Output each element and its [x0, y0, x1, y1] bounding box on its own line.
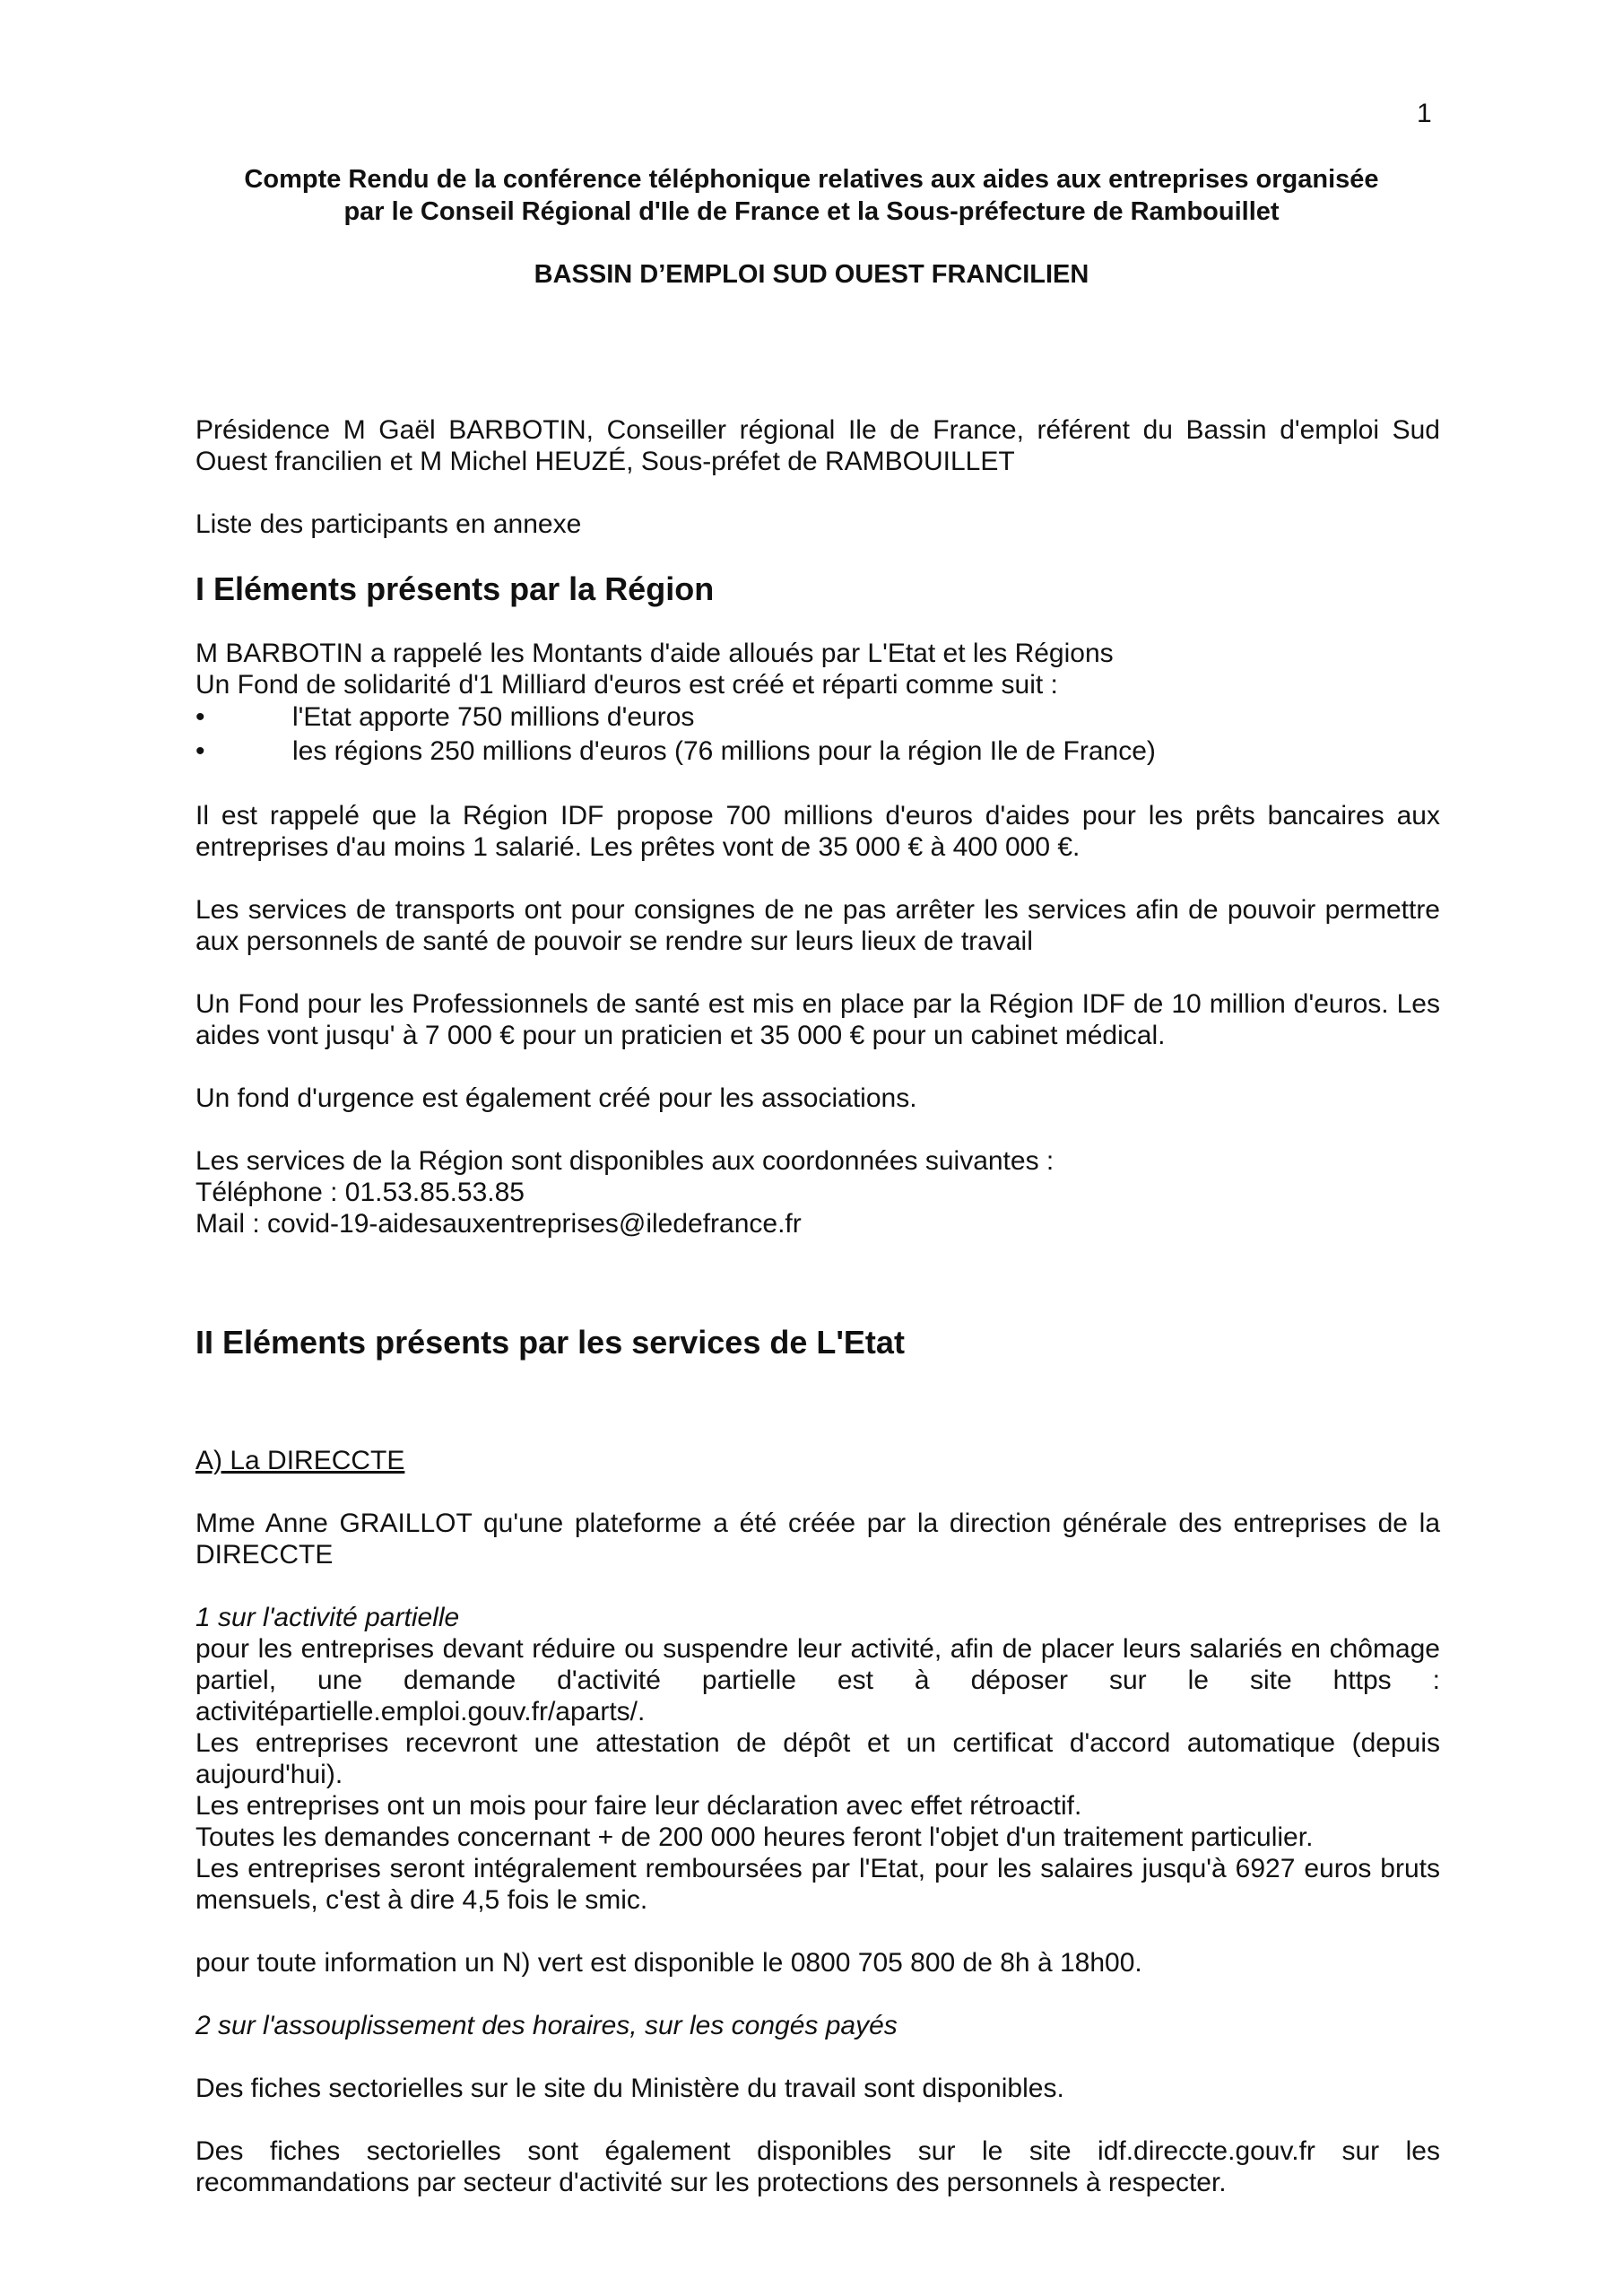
associations-paragraph: Un fond d'urgence est également créé pour les associations.	[195, 1083, 917, 1113]
bullet-marker: •	[195, 736, 205, 766]
contact-phone: Téléphone : 01.53.85.53.85	[195, 1178, 525, 1207]
bullet-marker: •	[195, 702, 205, 732]
item-1-title: 1 sur l'activité partielle	[195, 1603, 460, 1632]
title-line-2: par le Conseil Régional d'Ile de France et la Sous-préfecture de Rambouillet	[343, 197, 1280, 226]
list-item	[195, 700, 1440, 735]
item-1-line-4: Toutes les demandes concernant + de 200 000 heures feront l'objet d'un traitement particulier.	[195, 1822, 1314, 1852]
list-item	[195, 735, 1440, 769]
bullet-text: l'Etat apporte 750 millions d'euros	[292, 702, 695, 732]
document-subtitle: BASSIN D’EMPLOI SUD OUEST FRANCILIEN	[534, 260, 1089, 289]
platform-paragraph: Mme Anne GRAILLOT qu'une plateforme a été créée par la direction générale des entreprises de la DIRECCTE	[195, 1509, 1440, 1570]
health-fund-paragraph: Un Fond pour les Professionnels de santé est mis en place par la Région IDF de 10 million d'euros. Les aides vont jusqu' à 7 000 € pour un praticien et 35 000 € pour un cabinet médical.	[195, 989, 1440, 1050]
item-1-line-5: Les entreprises seront intégralement remboursées par l'Etat, pour les salaires jusqu'à 6927 euros bruts mensuels, c'est à dire 4,5 fois le smic.	[195, 1854, 1440, 1915]
presidence-paragraph: Présidence M Gaël BARBOTIN, Conseiller régional Ile de France, référent du Bassin d'emploi Sud Ouest francilien et M Michel HEUZÉ, Sous-préfet de RAMBOUILLET	[195, 415, 1440, 476]
subsection-a-heading: A) La DIRECCTE	[195, 1446, 405, 1475]
fiches-paragraph-1: Des fiches sectorielles sur le site du Ministère du travail sont disponibles.	[195, 2074, 1064, 2103]
title-line-1: Compte Rendu de la conférence téléphonique relatives aux aides aux entreprises organisée	[244, 165, 1379, 194]
contact-mail: Mail : covid-19-aidesauxentreprises@iledefrance.fr	[195, 1209, 802, 1239]
section-1-heading: I Eléments présents par la Région	[195, 570, 715, 607]
item-1-line-2: Les entreprises recevront une attestation de dépôt et un certificat d'accord automatique (depuis aujourd'hui).	[195, 1728, 1440, 1789]
transport-paragraph: Les services de transports ont pour consignes de ne pas arrêter les services afin de pouvoir permettre aux personnels de santé de pouvoir se rendre sur leurs lieux de travail	[195, 895, 1440, 956]
section-2-heading: II Eléments présents par les services de L'Etat	[195, 1324, 905, 1361]
participants-paragraph: Liste des participants en annexe	[195, 509, 582, 539]
section-1-intro-line-1: M BARBOTIN a rappelé les Montants d'aide alloués par L'Etat et les Régions	[195, 639, 1114, 668]
item-2-title: 2 sur l'assouplissement des horaires, sur les congés payés	[195, 2011, 898, 2040]
loans-paragraph: Il est rappelé que la Région IDF propose 700 millions d'euros d'aides pour les prêts bancaires aux entreprises d'au moins 1 salarié. Les prêtes vont de 35 000 € à 400 000 €.	[195, 801, 1440, 862]
page-number: 1	[1417, 99, 1432, 128]
item-1-line-3: Les entreprises ont un mois pour faire leur déclaration avec effet rétroactif.	[195, 1791, 1082, 1821]
spacer	[195, 1271, 1440, 1325]
contact-intro: Les services de la Région sont disponibles aux coordonnées suivantes :	[195, 1146, 1055, 1176]
document-title	[197, 163, 1426, 228]
section-1-intro-line-2: Un Fond de solidarité d'1 Milliard d'euros est créé et réparti comme suit :	[195, 670, 1058, 700]
document-body	[195, 414, 1440, 2230]
funding-bullet-list	[195, 700, 1440, 769]
bullet-text: les régions 250 millions d'euros (76 millions pour la région Ile de France)	[292, 736, 1156, 766]
fiches-paragraph-2: Des fiches sectorielles sont également disponibles sur le site idf.direccte.gouv.fr sur les recommandations par secteur d'activité sur les protections des personnels à respecter.	[195, 2136, 1440, 2197]
item-1-line-1: pour les entreprises devant réduire ou suspendre leur activité, afin de placer leurs salariés en chômage partiel, une demande d'activité partielle est à déposer sur le site https : activitépartielle.emploi.gouv.fr/aparts/.	[195, 1634, 1440, 1726]
info-line-paragraph: pour toute information un N) vert est disponible le 0800 705 800 de 8h à 18h00.	[195, 1948, 1142, 1978]
spacer	[195, 1391, 1440, 1445]
